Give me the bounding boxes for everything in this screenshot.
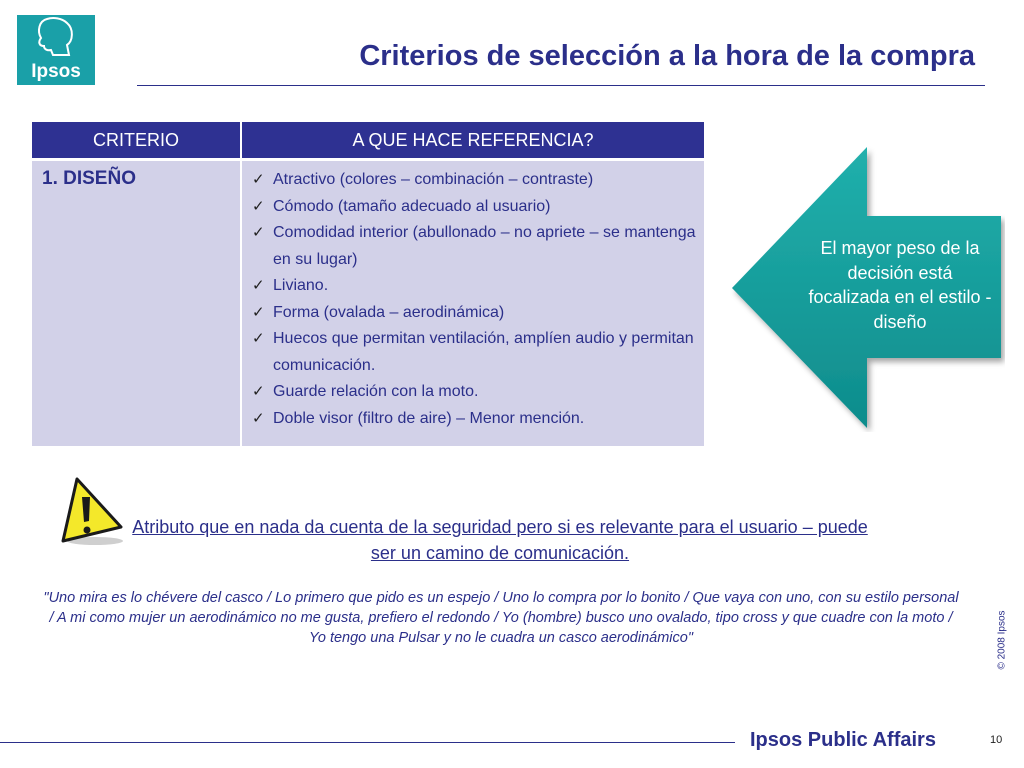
callout-text: El mayor peso de la decisión está focalizada en el estilo - diseño [808, 238, 992, 332]
page-number: 10 [990, 734, 1003, 746]
list-item-text: Guarde relación con la moto. [273, 383, 479, 400]
copyright-notice: © 2008 Ipsos [996, 610, 1008, 670]
list-item [252, 167, 696, 194]
list-item-text: Atractivo (colores – combinación – contraste) [273, 171, 594, 188]
attribute-note: Atributo que en nada da cuenta de la seguridad pero si es relevante para el usuario – puede ser un camino de comunicación. [132, 517, 868, 563]
list-item-text: Forma (ovalada – aerodinámica) [273, 303, 505, 321]
list-item [252, 273, 696, 300]
list-item [252, 406, 696, 433]
warning-triangle-icon [55, 475, 125, 547]
header-criterio: CRITERIO [31, 121, 241, 160]
checkmark-icon: ✓ [252, 383, 265, 400]
criterion-cell: 1. DISEÑO [31, 160, 241, 448]
ipsos-logo [17, 15, 95, 85]
criteria-list [252, 167, 696, 432]
page-title: Criterios de selección a la hora de la compra [359, 40, 975, 72]
list-item [252, 194, 696, 221]
list-item [252, 326, 696, 379]
title-divider [137, 85, 985, 86]
table-header-row [31, 121, 705, 160]
criteria-table [30, 120, 706, 448]
list-item-text: Doble visor (filtro de aire) – Menor mención. [273, 409, 585, 427]
checkmark-icon: ✓ [252, 197, 265, 215]
logo-text: Ipsos [31, 61, 81, 82]
list-item [252, 220, 696, 273]
checkmark-icon: ✓ [252, 171, 265, 188]
checkmark-icon: ✓ [252, 330, 265, 347]
checkmark-icon: ✓ [252, 303, 265, 321]
checkmark-icon: ✓ [252, 224, 265, 241]
description-cell [241, 160, 705, 448]
list-item-text: Liviano. [273, 277, 329, 294]
list-item-text: Comodidad interior (abullonado – no apriete – se mantenga en su lugar) [273, 224, 696, 268]
consumer-quote: "Uno mira es lo chévere del casco / Lo primero que pido es un espejo / Uno lo compra por lo bonito / Que vaya con uno, con su estilo personal / A mi como mujer un aerodinámico no me gusta, prefiero el redondo / Yo (hombre) busco uno ovalado, tipo cross y que cuadre con la moto / Yo tengo una Pulsar y no le cuadra un casco aerodinámico" [43, 590, 959, 646]
checkmark-icon: ✓ [252, 409, 265, 427]
header-referencia: A QUE HACE REFERENCIA? [241, 121, 705, 160]
list-item-text: Cómodo (tamaño adecuado al usuario) [273, 197, 551, 215]
table-row [31, 160, 705, 448]
footer-divider [0, 742, 735, 743]
checkmark-icon: ✓ [252, 277, 265, 294]
list-item [252, 379, 696, 406]
list-item-text: Huecos que permitan ventilación, amplíen audio y permitan comunicación. [273, 330, 694, 374]
footer-brand: Ipsos Public Affairs [750, 729, 936, 751]
list-item [252, 300, 696, 327]
